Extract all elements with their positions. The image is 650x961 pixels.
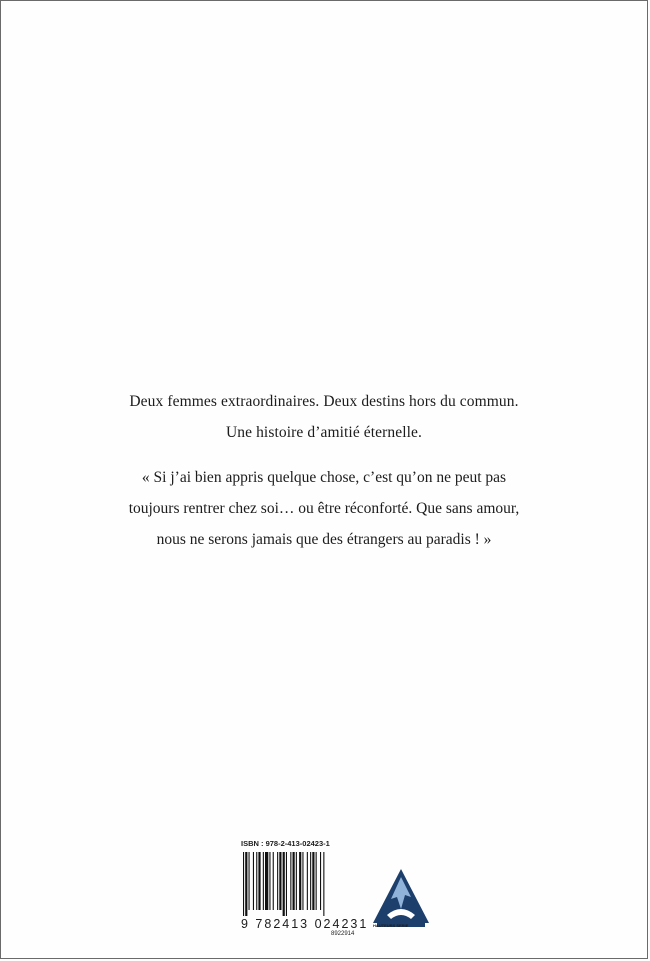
barcode-bar [293, 852, 295, 910]
barcode-bar [316, 852, 317, 910]
barcode-bar [310, 852, 311, 910]
barcode-bar [269, 852, 270, 910]
barcode-bar [273, 852, 274, 910]
blurb-line-2: Une histoire d’amitié éternelle. [225, 424, 422, 441]
quote-line-2: toujours rentrer chez soi… ou être réconforté. Que sans amour, [128, 500, 520, 517]
barcode [241, 852, 361, 916]
barcode-bar [290, 852, 291, 910]
barcode-bar [296, 852, 297, 910]
barcode-bar [286, 852, 287, 916]
barcode-bar [320, 852, 321, 910]
barcode-bar [277, 852, 278, 910]
barcode-bar [299, 852, 301, 910]
barcode-bar [312, 852, 314, 910]
blurb-line-1: Deux femmes extraordinaires. Deux destins hors du commun. [129, 393, 519, 410]
barcode-bar [245, 852, 247, 916]
quote-line-3: nous ne serons jamais que des étrangers au paradis ! » [156, 531, 492, 548]
barcode-digits: 9 782413 024231 [241, 917, 369, 931]
barcode-bar [279, 852, 281, 910]
barcode-bar [307, 852, 308, 910]
cover-blurb [1, 386, 647, 448]
quote-line-1: « Si j’ai bien appris quelque chose, c’est qu’on ne peut pas [141, 469, 507, 486]
barcode-bar [263, 852, 264, 910]
publisher-logo-text: HAUTEURS SERIE [373, 923, 409, 928]
barcode-bar [323, 852, 324, 916]
barcode-bar [302, 852, 303, 910]
barcode-bar [283, 852, 285, 916]
barcode-bar [253, 852, 254, 910]
barcode-code: 8922914 [331, 931, 355, 937]
barcode-bar [256, 852, 257, 910]
barcode-bar [249, 852, 250, 910]
cover-quote [1, 462, 647, 555]
publisher-logo-icon [371, 867, 431, 929]
barcode-bar [258, 852, 260, 910]
barcode-bar [265, 852, 268, 910]
barcode-bar [243, 852, 244, 916]
isbn-label: ISBN : 978-2-413-02423-1 [241, 839, 330, 848]
